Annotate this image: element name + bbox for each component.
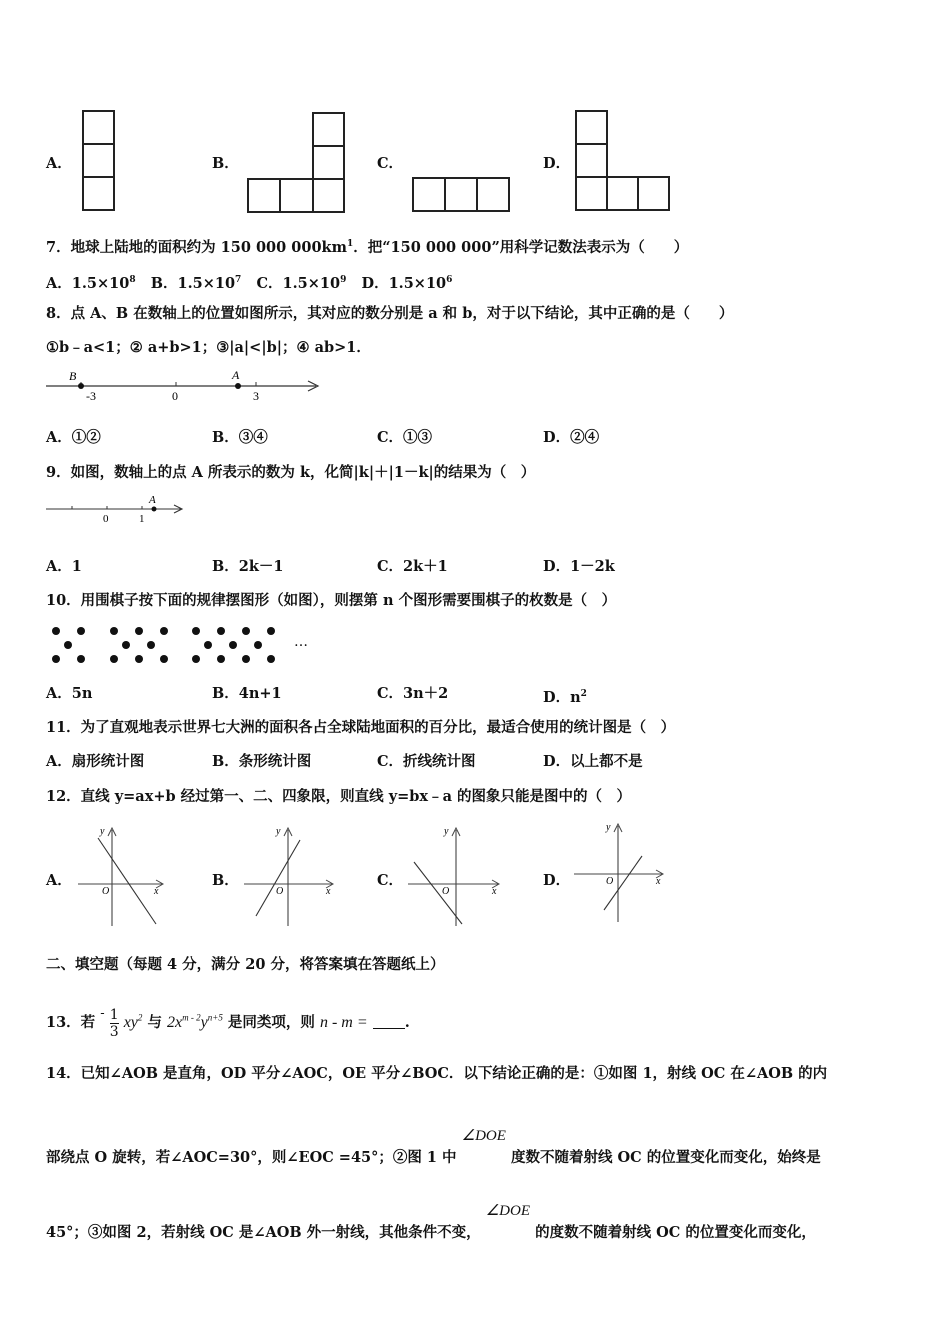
q8-stem: 8．点 A、B 在数轴上的位置如图所示，其对应的数分别是 a 和 b，对于以下结论，其中正确的是（ ） — [46, 305, 734, 322]
go-stone — [52, 627, 60, 635]
q13-fraction: $\frac{1}{3}$ — [109, 1006, 119, 1040]
q7-option-d: D．$1.5\times 10^6$ — [361, 274, 453, 292]
q8-label-b: B — [69, 369, 77, 383]
q14-angle-doe-2: ∠DOE — [485, 1203, 531, 1219]
q11-stem: 11．为了直观地表示世界七大洲的面积各占全球陆地面积的百分比，最适合使用的统计图是（ ） — [46, 719, 676, 736]
q6-option-d-label: D． — [543, 155, 571, 172]
q10-option-c: C．3n＋2 — [377, 685, 449, 702]
q7-stem: 7．地球上陆地的面积约为 150 000 $000km^1$．把“150 000 000”用科学记数法表示为（ ） — [46, 238, 689, 256]
q8-option-c: C．①③ — [377, 429, 433, 446]
q11-option-d: D．以上都不是 — [543, 753, 643, 770]
q14-angle-doe-1: ∠DOE — [461, 1128, 506, 1144]
q9-tick-label-0: 0 — [103, 513, 109, 525]
q8-tick-label-neg3: -3 — [86, 389, 96, 403]
q6-option-a-label: A． — [46, 155, 72, 172]
go-stone — [52, 655, 60, 663]
q7-options — [46, 270, 452, 294]
go-stone — [122, 641, 130, 649]
q10-ellipsis: … — [294, 634, 308, 650]
q10-option-d: D．$n^2$ — [543, 688, 587, 706]
y-label: y — [606, 822, 611, 833]
origin-label: O — [276, 886, 284, 897]
go-stone — [135, 627, 143, 635]
graph-line — [414, 862, 462, 924]
q13-answer-blank — [373, 1014, 405, 1029]
go-stone — [160, 627, 168, 635]
q8-point-b — [78, 383, 84, 389]
q13-stem: 13．若 - $\frac{1}{3}$ $xy^2$ 与 $2x^{m - 2}y^{n+5}$ 是同类项，则 n - m = . — [46, 1006, 410, 1040]
q12-option-c-label: C． — [377, 872, 404, 889]
go-stone — [64, 641, 72, 649]
go-stone — [77, 655, 85, 663]
q10-option-a: A．5n — [46, 685, 93, 702]
go-stone — [147, 641, 155, 649]
q7-option-c: C．$1.5\times 10^9$ — [256, 274, 347, 292]
q6-option-b-label: B． — [212, 155, 239, 172]
q11-option-b: B．条形统计图 — [212, 753, 312, 770]
q11-option-c: C．折线统计图 — [377, 753, 476, 770]
q7-option-b: B．$1.5\times 10^7$ — [150, 274, 242, 292]
y-label: y — [276, 826, 281, 837]
go-stone — [160, 655, 168, 663]
q9-label-a: A — [149, 494, 156, 506]
y-label: y — [100, 826, 105, 837]
origin-label: O — [442, 886, 450, 897]
q10-option-b: B．4n+1 — [212, 685, 282, 702]
q14-line3: 45°；③如图 2，若射线 OC 是∠AOB 外一射线，其他条件不变， ∠DOE 的度数不随着射线 OC 的位置变化而变化， — [46, 1203, 816, 1241]
q11-option-a: A．扇形统计图 — [46, 753, 145, 770]
go-stone — [192, 627, 200, 635]
q12-stem: 12．直线 y=ax+b 经过第一、二、四象限，则直线 y=bx﹣a 的图象只能是图中的（ ） — [46, 788, 632, 805]
go-stone — [110, 627, 118, 635]
q10-stem: 10．用围棋子按下面的规律摆图形（如图），则摆第 n 个图形需要围棋子的枚数是（ ） — [46, 592, 617, 609]
go-stone — [267, 627, 275, 635]
q12-option-b-label: B． — [212, 872, 239, 889]
q12-graph-d — [570, 818, 670, 926]
q8-conclusions: ①b﹣a<1；② a+b>1；③|a|<|b|；④ ab>1． — [46, 339, 371, 356]
q12-option-d-label: D． — [543, 872, 571, 889]
graph-line — [98, 838, 156, 924]
x-label: x — [656, 876, 661, 887]
q8-point-a — [235, 383, 241, 389]
q9-point-a — [152, 507, 157, 512]
section2-title: 二、填空题（每题 4 分，满分 20 分，将答案填在答题纸上） — [46, 956, 445, 973]
q9-number-line — [44, 492, 189, 526]
go-stone — [192, 655, 200, 663]
q9-option-c: C．2k＋1 — [377, 558, 448, 575]
q8-tick-label-0: 0 — [172, 389, 178, 403]
x-label: x — [492, 886, 497, 897]
q14-line1: 14．已知∠AOB 是直角，OD 平分∠AOC，OE 平分∠BOC．以下结论正确的是：①如图 1，射线 OC 在∠AOB 的内 — [46, 1065, 828, 1082]
q9-option-b: B．2k－1 — [212, 558, 284, 575]
go-stone — [267, 655, 275, 663]
go-stone — [229, 641, 237, 649]
q8-label-a: A — [232, 368, 240, 382]
q8-option-b: B．③④ — [212, 429, 268, 446]
go-stone — [254, 641, 262, 649]
go-stone — [217, 655, 225, 663]
q8-number-line — [44, 364, 324, 404]
q8-tick-label-3: 3 — [253, 389, 259, 403]
go-stone — [77, 627, 85, 635]
x-label: x — [326, 886, 331, 897]
q9-stem: 9．如图，数轴上的点 A 所表示的数为 k，化简|k|＋|1－k|的结果为（ ） — [46, 464, 536, 481]
go-stone — [204, 641, 212, 649]
y-label: y — [444, 826, 449, 837]
origin-label: O — [102, 886, 110, 897]
q8-option-a: A．①② — [46, 429, 101, 446]
q12-graph-b — [240, 822, 340, 930]
x-label: x — [154, 886, 159, 897]
q9-option-d: D．1－2k — [543, 558, 615, 575]
q8-option-d: D．②④ — [543, 429, 600, 446]
go-stone — [217, 627, 225, 635]
graph-line — [256, 840, 300, 916]
go-stone — [135, 655, 143, 663]
q12-option-a-label: A． — [46, 872, 72, 889]
go-stone — [110, 655, 118, 663]
q9-option-a: A．1 — [46, 558, 82, 575]
go-stone — [242, 655, 250, 663]
go-stone — [242, 627, 250, 635]
q12-graph-c — [404, 822, 504, 930]
q6-option-c-label: C． — [377, 155, 404, 172]
origin-label: O — [606, 876, 614, 887]
q12-graph-a — [74, 822, 169, 930]
q9-tick-label-1: 1 — [139, 513, 145, 525]
q7-option-a: A．$1.5\times 10^8$ — [46, 274, 136, 292]
q14-line2: 部绕点 O 旋转，若∠AOC=30°，则∠EOC =45°；②图 1 中 ∠DOE 度数不随着射线 OC 的位置变化而变化，始终是 — [46, 1128, 821, 1166]
